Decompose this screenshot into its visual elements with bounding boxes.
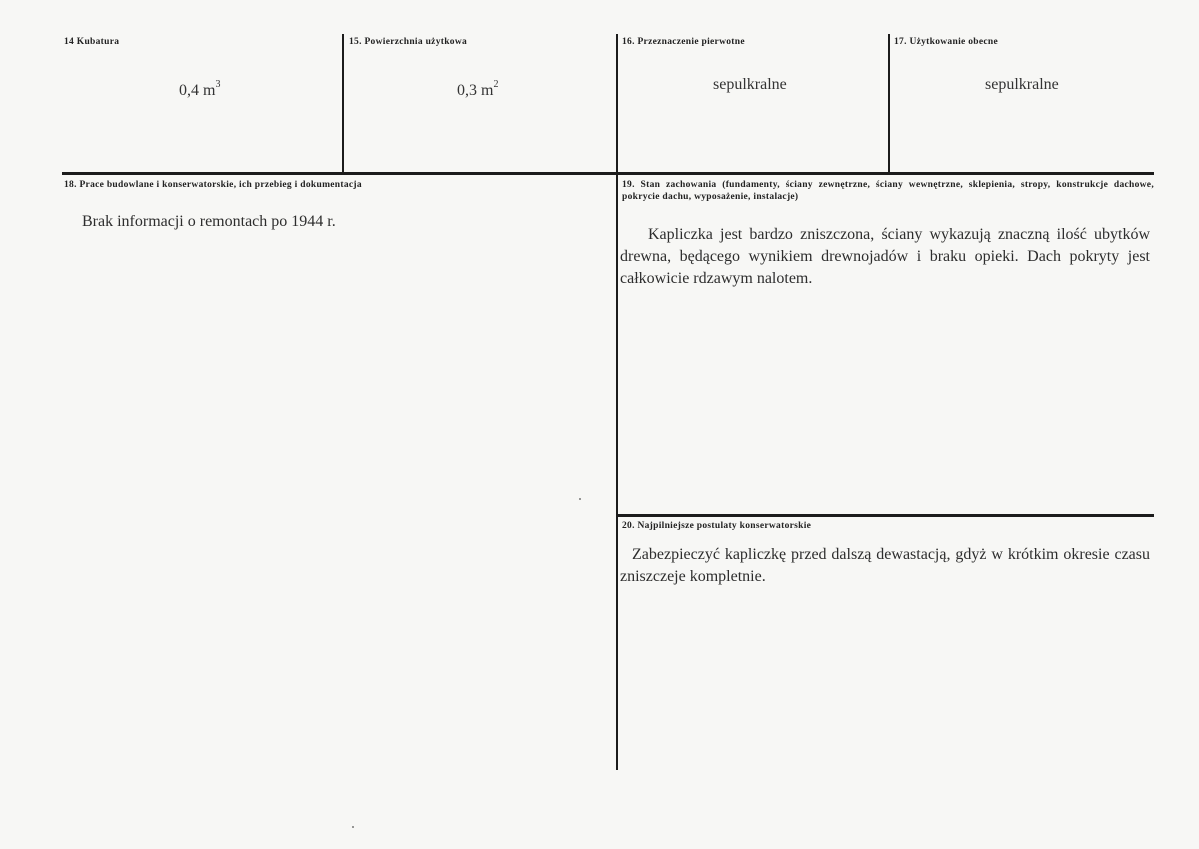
field-14-label: 14 Kubatura <box>64 37 120 47</box>
field-17-label: 17. Użytkowanie obecne <box>894 37 998 47</box>
field-19-label: 19. Stan zachowania (fundamenty, ściany zewnętrzne, ściany wewnętrzne, sklepienia, stropy, konstrukcje dachowe, pokrycie dachu, wyposażenie, instalacje) <box>622 180 1154 202</box>
horizontal-divider-top <box>62 172 1154 175</box>
scan-speck <box>579 498 581 500</box>
field-17-value: sepulkralne <box>985 76 1059 93</box>
vertical-divider-3 <box>888 34 890 174</box>
field-15-value-text: 0,3 m <box>457 82 494 99</box>
field-18-text: Brak informacji o remontach po 1944 r. <box>82 213 336 230</box>
field-15-label: 15. Powierzchnia użytkowa <box>349 37 468 47</box>
horizontal-divider-20 <box>618 514 1154 517</box>
field-14-value <box>179 79 221 100</box>
scan-speck <box>352 826 354 828</box>
field-14-exponent: 3 <box>215 79 221 90</box>
field-16-value: sepulkralne <box>713 76 787 93</box>
field-15-value <box>457 79 499 100</box>
field-19-text: Kapliczka jest bardzo zniszczona, ściany wykazują znaczną ilość ubytków drewna, będącego wynikiem drewnojadów i braku opieki. Dach pokryty jest całkowicie rdzawym nalotem. <box>620 226 1150 287</box>
vertical-divider-2 <box>616 34 618 770</box>
field-15-exponent: 2 <box>493 79 499 90</box>
field-20-text: Zabezpieczyć kapliczkę przed dalszą dewastacją, gdyż w krótkim okresie czasu zniszczeje kompletnie. <box>620 546 1150 585</box>
field-14-value-text: 0,4 m <box>179 82 216 99</box>
field-18-label: 18. Prace budowlane i konserwatorskie, ich przebieg i dokumentacja <box>64 180 362 190</box>
field-16-label: 16. Przeznaczenie pierwotne <box>622 37 745 47</box>
vertical-divider-1 <box>342 34 344 174</box>
field-20-label: 20. Najpilniejsze postulaty konserwatorskie <box>622 521 812 531</box>
